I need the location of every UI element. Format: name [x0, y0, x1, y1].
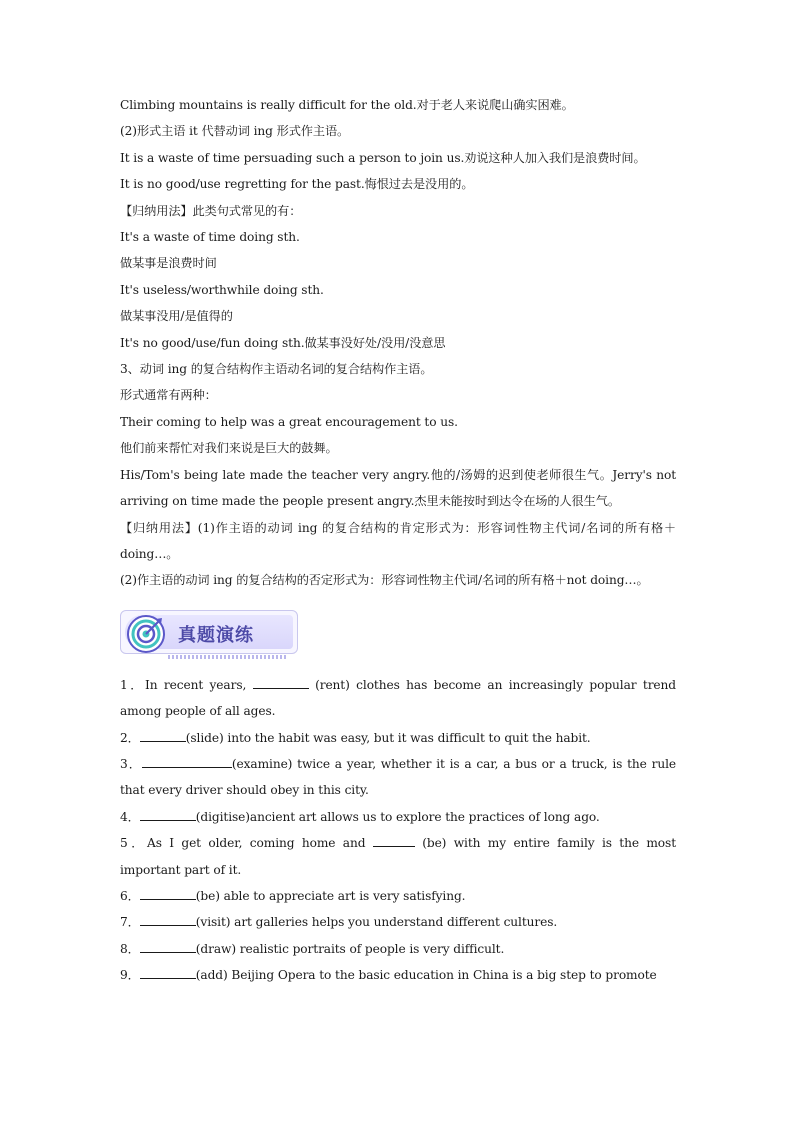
exercise-number: 2． — [120, 730, 140, 745]
exercise-text-before: As I get older, coming home and — [147, 836, 373, 851]
text-line: 做某事是浪费时间 — [120, 256, 217, 271]
text-line: 他们前来帮忙对我们来说是巨大的鼓舞。 — [120, 441, 338, 456]
usage-summary-1: 【归纳用法】(1)作主语的动词 ing 的复合结构的肯定形式为：形容词性物主代词/名词的所有格＋doing…。 — [120, 520, 676, 561]
exercise-list — [120, 672, 676, 989]
exercise-text-after: (slide) into the habit was easy, but it was difficult to quit the habit. — [185, 730, 591, 745]
exercise-item — [120, 725, 676, 751]
exercise-number: 8． — [120, 941, 140, 956]
exercise-text-after: (add) Beijing Opera to the basic education in China is a big step to promote — [195, 968, 657, 983]
exercise-text-before: In recent years, — [145, 677, 253, 692]
answer-blank[interactable] — [140, 913, 196, 926]
exercise-number: 7． — [120, 915, 140, 930]
exercise-number: 9． — [120, 968, 140, 983]
answer-blank[interactable] — [140, 887, 196, 900]
exercise-number: 5． — [120, 836, 147, 851]
exercise-item — [120, 830, 676, 883]
text-line: It's useless/worthwhile doing sth. — [120, 282, 324, 297]
exercise-item — [120, 962, 676, 988]
exercise-text-after: (examine) twice a year, whether it is a car, a bus or a truck, is the rule that every driver should obey in this city. — [120, 756, 676, 798]
document-page — [120, 92, 676, 989]
exercise-item — [120, 936, 676, 962]
exercise-text-after: (be) with my entire family is the most important part of it. — [120, 836, 676, 877]
answer-blank[interactable] — [140, 966, 196, 979]
target-icon — [126, 614, 166, 654]
text-line: It is no good/use regretting for the past.悔恨过去是没用的。 — [120, 177, 474, 192]
answer-blank[interactable] — [142, 755, 232, 768]
answer-blank[interactable] — [253, 676, 309, 689]
usage-summary-2: (2)作主语的动词 ing 的复合结构的否定形式为：形容词性物主代词/名词的所有格＋not doing…。 — [120, 573, 649, 588]
exercise-item — [120, 804, 676, 830]
text-line: (2)形式主语 it 代替动词 ing 形式作主语。 — [120, 124, 350, 139]
exercise-number: 1． — [120, 677, 146, 692]
text-line: It's no good/use/fun doing sth.做某事没好处/没用/没意思 — [120, 335, 446, 350]
exercise-item — [120, 883, 676, 909]
exercise-number: 6． — [120, 888, 140, 903]
exercise-item — [120, 909, 676, 935]
text-line: 形式通常有两种： — [120, 388, 217, 403]
text-line: Climbing mountains is really difficult for the old.对于老人来说爬山确实困难。 — [120, 98, 574, 112]
exercise-item — [120, 672, 676, 725]
text-line: Their coming to help was a great encouragement to us. — [120, 414, 458, 429]
text-line: 3、动词 ing 的复合结构作主语动名词的复合结构作主语。 — [120, 362, 433, 377]
answer-blank[interactable] — [140, 940, 196, 953]
exercise-text-after: (rent) clothes has become an increasingly popular trend among people of all ages. — [120, 677, 676, 719]
banner-title: 真题演练 — [178, 624, 254, 646]
text-line: 做某事没用/是值得的 — [120, 309, 233, 324]
section-banner — [120, 606, 300, 666]
exercise-text-after: (digitise)ancient art allows us to explore the practices of long ago. — [195, 809, 600, 824]
exercise-text-after: (be) able to appreciate art is very satisfying. — [195, 888, 466, 903]
banner-divider — [168, 655, 288, 659]
answer-blank[interactable] — [140, 808, 196, 821]
exercise-text-after: (draw) realistic portraits of people is very difficult. — [195, 941, 505, 956]
answer-blank[interactable] — [373, 834, 415, 847]
text-line: 【归纳用法】此类句式常见的有： — [120, 203, 302, 218]
text-line: It is a waste of time persuading such a person to join us.劝说这种人加入我们是浪费时间。 — [120, 150, 646, 165]
exercise-text-after: (visit) art galleries helps you understand different cultures. — [195, 915, 558, 930]
exercise-number: 4． — [120, 809, 140, 824]
text-line: It's a waste of time doing sth. — [120, 230, 300, 245]
grammar-notes — [120, 92, 676, 462]
exercise-number: 3． — [120, 756, 142, 771]
example-paragraph: His/Tom's being late made the teacher very angry.他的/汤姆的迟到使老师很生气。Jerry's not arriving on time made the people present angry.杰里未能按时到达令在场的人很生气。 — [120, 467, 676, 509]
answer-blank[interactable] — [140, 729, 186, 742]
exercise-item — [120, 751, 676, 804]
